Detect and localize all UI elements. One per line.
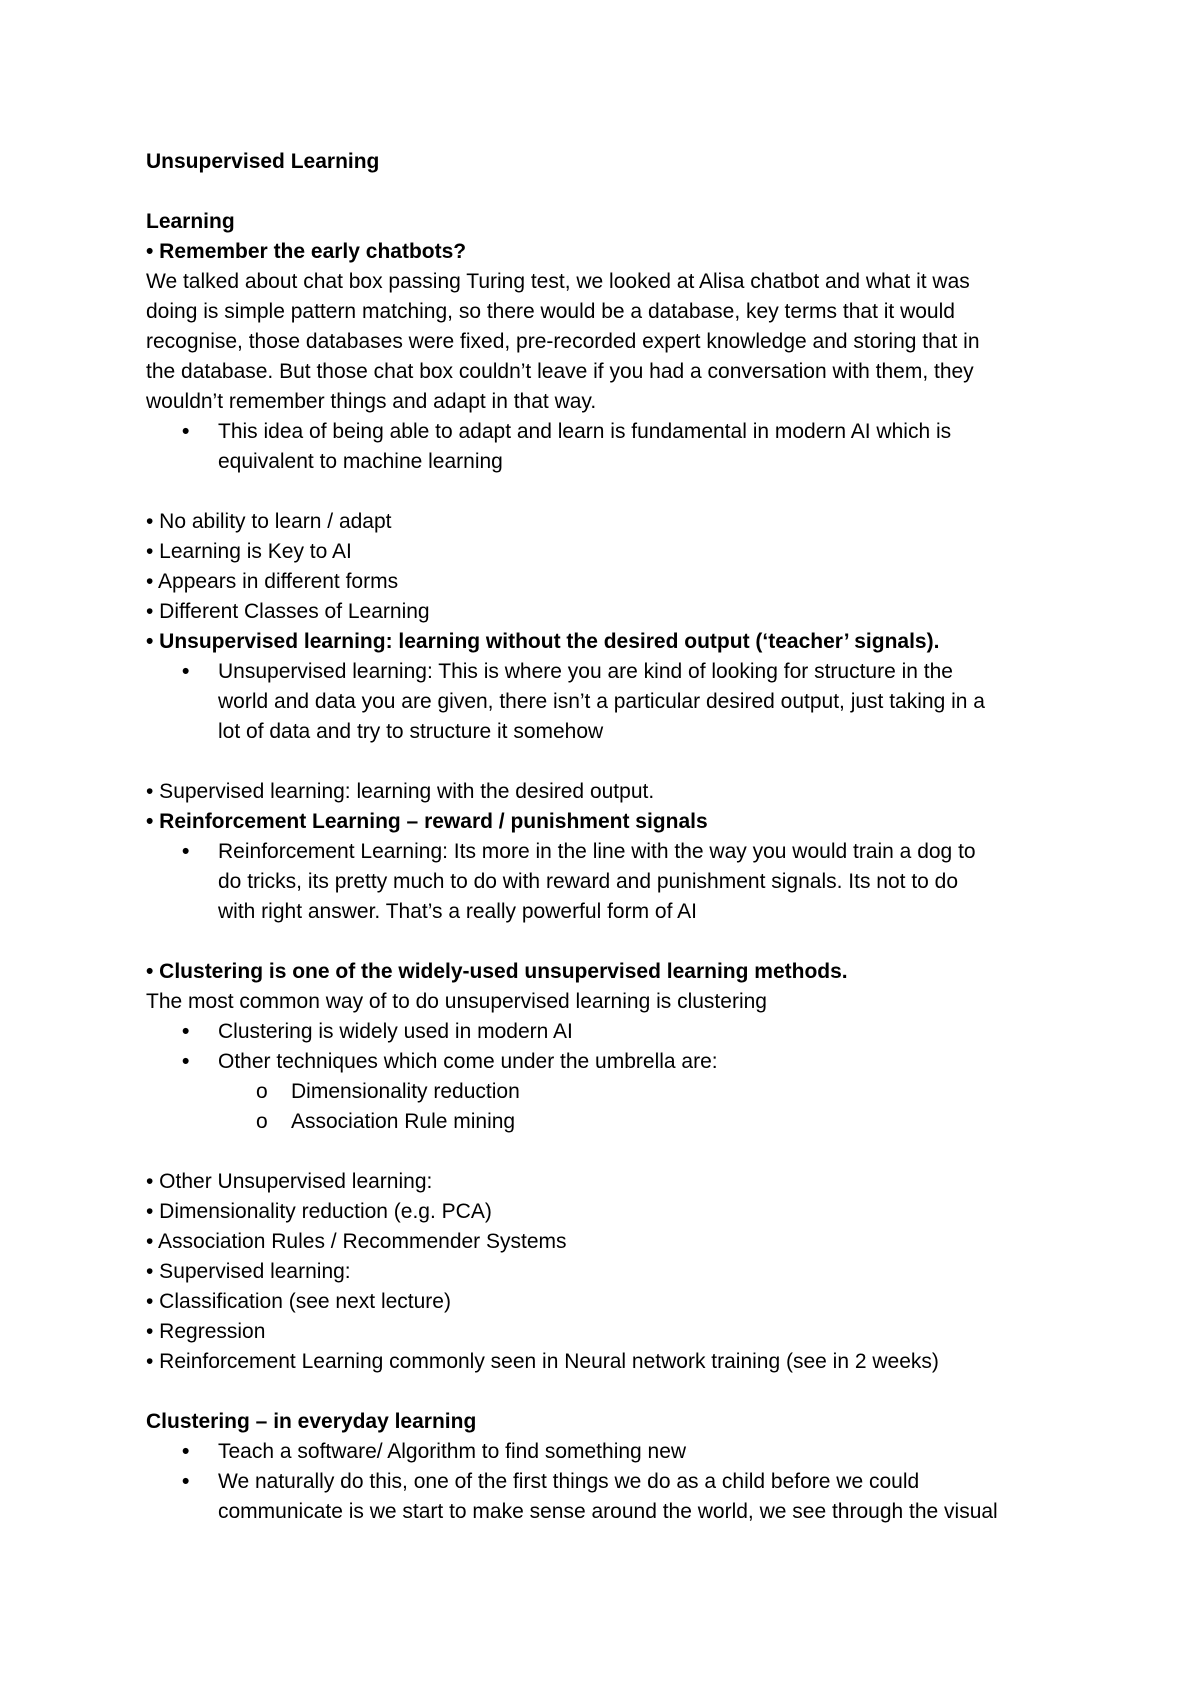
reinforcement-heading: • Reinforcement Learning – reward / punishment signals: [146, 810, 708, 833]
paragraph-line: the database. But those chat box couldn’t leave if you had a conversation with them, they: [146, 360, 974, 383]
list-item: • Association Rules / Recommender Systems: [146, 1230, 567, 1253]
list-item: • Different Classes of Learning: [146, 600, 430, 623]
sub-bullet-line: with right answer. That’s a really powerful form of AI: [218, 900, 697, 923]
clustering-heading: • Clustering is one of the widely-used unsupervised learning methods.: [146, 960, 848, 983]
bullet-marker: •: [182, 1470, 190, 1493]
sub-sub-marker: o: [256, 1080, 268, 1103]
paragraph-line: doing is simple pattern matching, so there would be a database, key terms that it would: [146, 300, 955, 323]
sub-bullet-line: world and data you are given, there isn’t a particular desired output, just taking in a: [218, 690, 985, 713]
list-item: • Learning is Key to AI: [146, 540, 352, 563]
sub-bullet-line: communicate is we start to make sense around the world, we see through the visual: [218, 1500, 998, 1523]
sub-bullet-line: do tricks, its pretty much to do with reward and punishment signals. Its not to do: [218, 870, 959, 893]
sub-bullet-line: Other techniques which come under the umbrella are:: [218, 1050, 718, 1073]
bullet-marker: •: [182, 1050, 190, 1073]
bullet-marker: •: [182, 840, 190, 863]
unsupervised-heading: • Unsupervised learning: learning without the desired output (‘teacher’ signals).: [146, 630, 940, 653]
chatbots-heading: • Remember the early chatbots?: [146, 240, 467, 263]
bullet-marker: •: [182, 420, 190, 443]
doc-title: Unsupervised Learning: [146, 150, 380, 173]
sub-bullet-line: This idea of being able to adapt and learn is fundamental in modern AI which is: [218, 420, 952, 443]
sub-bullet-line: Reinforcement Learning: Its more in the line with the way you would train a dog to: [218, 840, 976, 863]
list-item: • Classification (see next lecture): [146, 1290, 451, 1313]
sub-sub-item: Association Rule mining: [291, 1110, 516, 1133]
sub-bullet-line: We naturally do this, one of the first things we do as a child before we could: [218, 1470, 920, 1493]
sub-bullet-line: Unsupervised learning: This is where you are kind of looking for structure in the: [218, 660, 953, 683]
paragraph-line: recognise, those databases were fixed, pre-recorded expert knowledge and storing that in: [146, 330, 980, 353]
sub-bullet-line: equivalent to machine learning: [218, 450, 503, 473]
section-heading-clustering: Clustering – in everyday learning: [146, 1410, 477, 1433]
list-item: • No ability to learn / adapt: [146, 510, 392, 533]
paragraph-line: We talked about chat box passing Turing test, we looked at Alisa chatbot and what it was: [146, 270, 970, 293]
bullet-marker: •: [182, 1020, 190, 1043]
list-item: • Regression: [146, 1320, 266, 1343]
list-item: • Other Unsupervised learning:: [146, 1170, 433, 1193]
section-heading-learning: Learning: [146, 210, 235, 233]
sub-bullet-line: Teach a software/ Algorithm to find something new: [218, 1440, 687, 1463]
list-item: • Supervised learning: learning with the desired output.: [146, 780, 655, 803]
list-item: • Reinforcement Learning commonly seen in Neural network training (see in 2 weeks): [146, 1350, 939, 1373]
bullet-marker: •: [182, 1440, 190, 1463]
paragraph-line: The most common way of to do unsupervised learning is clustering: [146, 990, 767, 1013]
sub-sub-item: Dimensionality reduction: [291, 1080, 520, 1103]
list-item: • Dimensionality reduction (e.g. PCA): [146, 1200, 492, 1223]
bullet-marker: •: [182, 660, 190, 683]
paragraph-line: wouldn’t remember things and adapt in that way.: [146, 390, 597, 413]
list-item: • Appears in different forms: [146, 570, 399, 593]
list-item: • Supervised learning:: [146, 1260, 351, 1283]
sub-bullet-line: Clustering is widely used in modern AI: [218, 1020, 573, 1043]
sub-bullet-line: lot of data and try to structure it somehow: [218, 720, 604, 743]
sub-sub-marker: o: [256, 1110, 268, 1133]
